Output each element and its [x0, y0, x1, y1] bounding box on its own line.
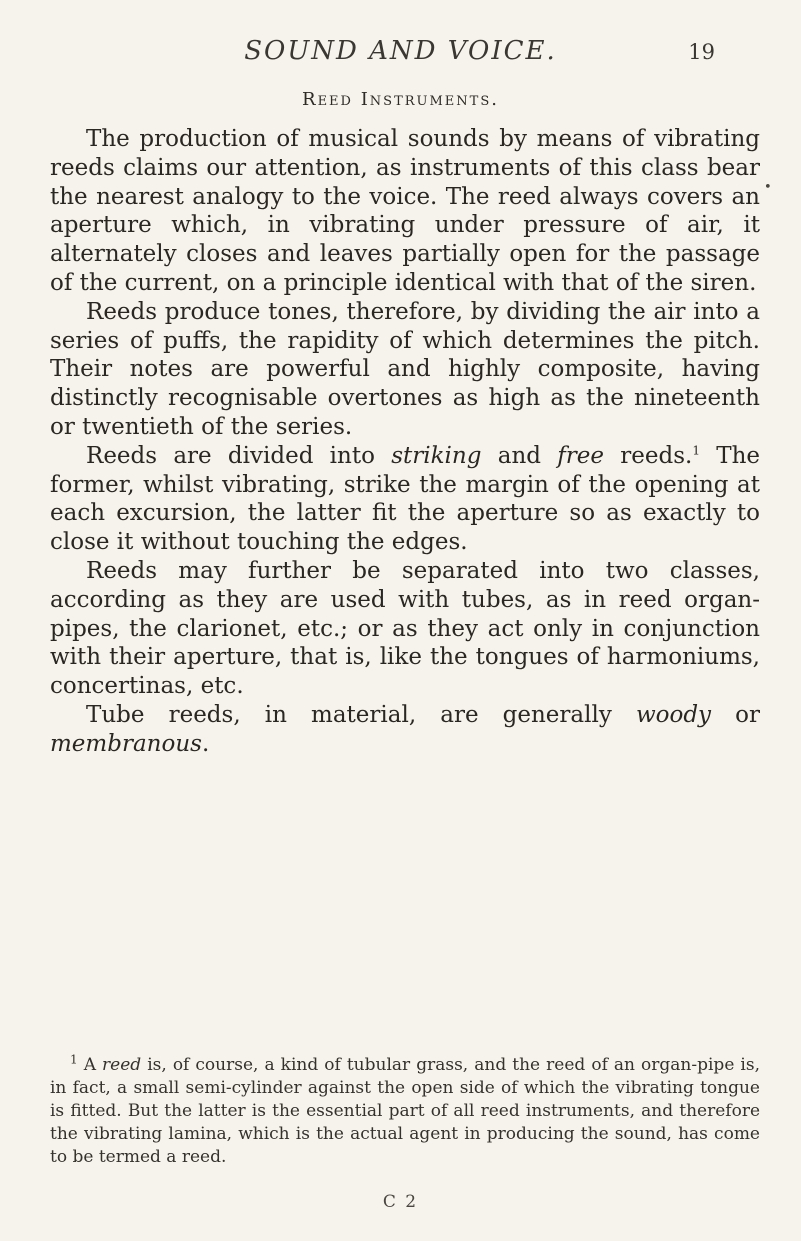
paragraph-5-start: Tube reeds, in material, are generally: [86, 701, 636, 728]
footnote-body: is, of course, a kind of tubular grass, and the reed of an organ-pipe is, in fact, a small semi-cylinder against the open side of which the vibrating tongue is fitted. But the latter is the essential part of all reed instruments, and therefore the vibrating lamina, which is the actual agent in producing the sound, has come to be termed a reed.: [50, 1055, 760, 1167]
paragraph-5: [50, 701, 760, 759]
paragraph-3-and: and: [481, 442, 558, 469]
paragraph-3: [50, 442, 760, 557]
paragraph-4: Reeds may further be separated into two classes, according as they are used with tubes, as in reed organ-pipes, the clarionet, etc.; or as they act only in conjunction with their aperture, that is, like the tongues of harmoniums, concertinas, etc.: [50, 557, 760, 700]
paragraph-3-start: Reeds are divided into: [86, 442, 392, 469]
signature-mark: C 2: [382, 1192, 419, 1212]
footnote-a: A: [77, 1055, 103, 1075]
paragraph-2: Reeds produce tones, therefore, by dividing the air into a series of puffs, the rapidity of which determines the pitch. Their notes are powerful and highly composite, having distinctly recognisable overtones as high as the nineteenth or twentieth of the series.: [50, 298, 760, 440]
footnote-term-reed: reed: [102, 1055, 142, 1075]
term-woody: woody: [635, 701, 712, 728]
page-header: [0, 36, 801, 76]
footnote-text: [50, 1054, 760, 1169]
running-head: SOUND AND VOICE.: [244, 36, 557, 66]
paragraph-5-or: or: [711, 701, 760, 728]
paragraph-1: The production of musical sounds by means of vibrating reeds claims our attention, as instruments of this class bear the nearest analogy to the voice. The reed always covers an aperture which, in vibrating under pressure of air, it alternately closes and leaves partially open for the passage of the current, on a principle identical with that of the siren.: [50, 126, 760, 296]
paragraph-5-end: .: [201, 730, 210, 757]
body-text: [50, 125, 760, 759]
term-free: free: [557, 442, 604, 469]
term-membranous: membranous: [50, 730, 202, 757]
page-number: 19: [688, 40, 715, 64]
footnote: [50, 1054, 760, 1169]
footnote-reference[interactable]: 1: [692, 443, 700, 458]
term-striking: striking: [391, 442, 482, 469]
paragraph-3-rest: The former, whilst vibrating, strike the margin of the opening at each excursion, the latter fit the aperture so as exactly to close it without touching the edges.: [50, 442, 760, 556]
footnote-marker: 1: [70, 1052, 78, 1067]
paragraph-3-reeds: reeds.: [603, 442, 693, 469]
margin-mark: •: [764, 180, 772, 195]
section-heading: Reed Instruments.: [302, 89, 499, 110]
